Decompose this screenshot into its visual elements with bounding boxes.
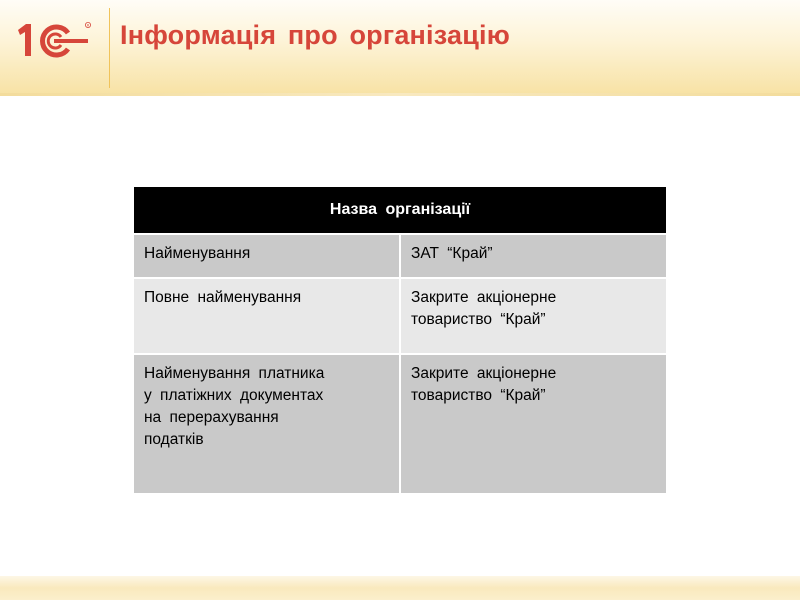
row-value: Закрите акціонерне товариство “Край” (411, 365, 557, 404)
slide-footer (0, 576, 800, 600)
organization-table (134, 187, 666, 493)
registered-mark: R (86, 23, 90, 28)
row-label: Повне найменування (144, 289, 302, 306)
row-label-cell (134, 234, 400, 278)
row-label-cell (134, 278, 400, 354)
row-value-cell (400, 278, 666, 354)
header-vertical-divider (109, 8, 110, 88)
1c-logo (12, 20, 92, 60)
row-label-cell (134, 354, 400, 493)
table-row (134, 354, 666, 493)
row-value: ЗАТ “Край” (411, 245, 493, 262)
row-value-cell (400, 234, 666, 278)
table-row (134, 234, 666, 278)
row-value-cell (400, 354, 666, 493)
table-header: Назва організації (134, 187, 666, 234)
row-value: Закрите акціонерне товариство “Край” (411, 289, 557, 328)
page-title: Інформація про організацію (120, 20, 510, 50)
header-divider-line (0, 93, 800, 96)
row-label: Найменування платника у платіжних документах на перерахування податків (144, 365, 325, 448)
table-row (134, 278, 666, 354)
row-label: Найменування (144, 245, 251, 262)
